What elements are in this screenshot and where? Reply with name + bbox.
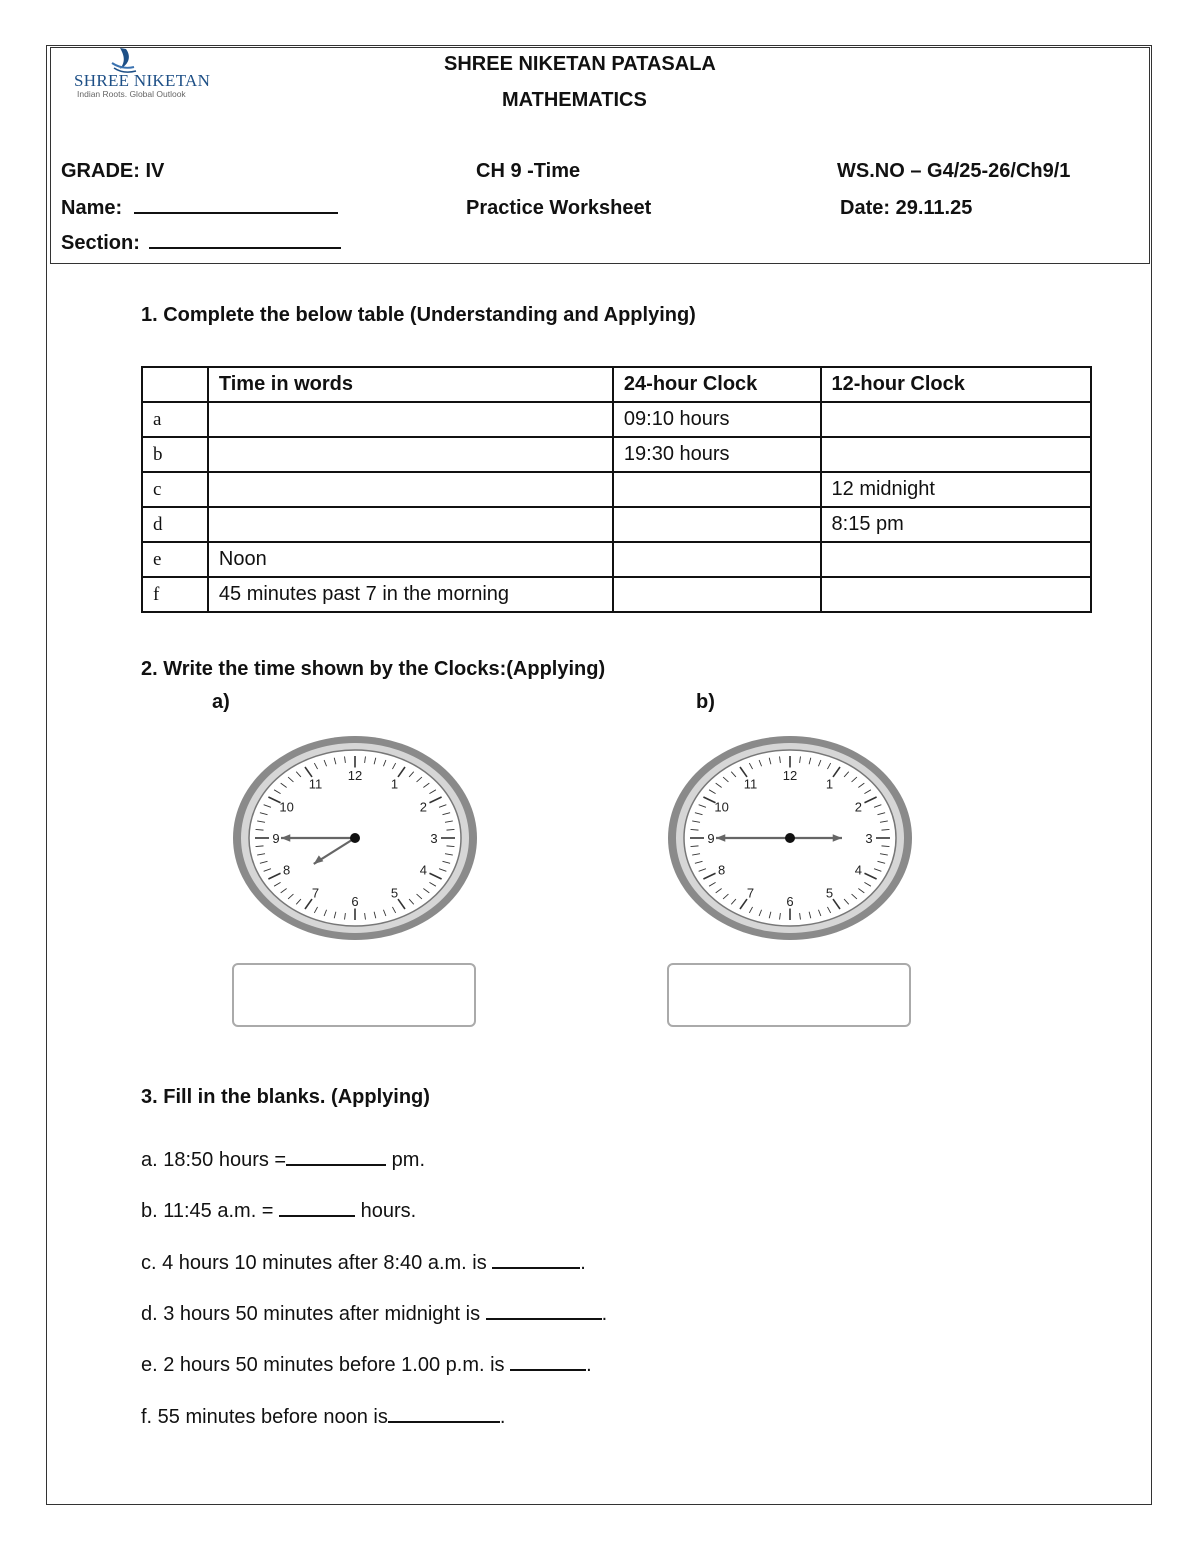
- blank-line[interactable]: [388, 1421, 500, 1423]
- clock-number: 12: [347, 768, 363, 783]
- row-label: e: [142, 542, 208, 577]
- table-cell[interactable]: [821, 542, 1091, 577]
- table-cell[interactable]: [208, 437, 613, 472]
- table-row: [142, 472, 1091, 507]
- clock-number: 1: [825, 776, 834, 792]
- section-blank[interactable]: [149, 247, 341, 249]
- name-row: [61, 197, 338, 220]
- clock-number: 2: [419, 799, 428, 815]
- table-cell[interactable]: [821, 402, 1091, 437]
- table-cell[interactable]: [613, 507, 821, 542]
- table-cell[interactable]: [821, 437, 1091, 472]
- clock-number: 3: [430, 831, 438, 846]
- row-label: c: [142, 472, 208, 507]
- section-label: Section:: [61, 232, 140, 254]
- clock-number: 12: [782, 768, 798, 783]
- logo-tagline: Indian Roots. Global Outlook: [77, 89, 186, 99]
- section-row: [61, 232, 341, 255]
- blank-text: .: [580, 1252, 586, 1274]
- clock-number: 10: [279, 799, 294, 815]
- grade: GRADE: IV: [61, 160, 165, 182]
- row-label: d: [142, 507, 208, 542]
- clock-a: [230, 733, 480, 943]
- table-header-row: [142, 367, 1091, 402]
- table-cell[interactable]: [208, 472, 613, 507]
- table-cell[interactable]: [613, 542, 821, 577]
- table-cell[interactable]: 12 midnight: [821, 472, 1091, 507]
- subject-title: MATHEMATICS: [502, 89, 647, 111]
- clock-number: 7: [311, 885, 320, 901]
- clock-number: 7: [746, 885, 755, 901]
- clock-b-label: b): [696, 691, 715, 713]
- table-cell[interactable]: 09:10 hours: [613, 402, 821, 437]
- table-cell[interactable]: [613, 577, 821, 612]
- clock-number: 10: [714, 799, 729, 815]
- blank-line[interactable]: [510, 1369, 586, 1371]
- worksheet-type: Practice Worksheet: [466, 197, 652, 219]
- clock-number: 2: [854, 799, 863, 815]
- fill-blank-d: [141, 1303, 607, 1326]
- time-table: [141, 366, 1092, 613]
- blank-text: a. 18:50 hours =: [141, 1149, 287, 1171]
- table-row: [142, 402, 1091, 437]
- blank-text: c. 4 hours 10 minutes after 8:40 a.m. is: [141, 1252, 493, 1274]
- fill-blank-e: [141, 1354, 592, 1377]
- q2-title: 2. Write the time shown by the Clocks:(Applying): [141, 658, 606, 680]
- clock-center-pin: [785, 833, 795, 843]
- table-header: 12-hour Clock: [821, 367, 1091, 402]
- q1-title: 1. Complete the below table (Understanding and Applying): [141, 304, 696, 326]
- table-row: [142, 507, 1091, 542]
- clock-number: 9: [272, 831, 280, 846]
- page-border: [46, 45, 1152, 1505]
- clock-number: 9: [707, 831, 715, 846]
- blank-text: .: [499, 1406, 506, 1428]
- table-cell[interactable]: [821, 577, 1091, 612]
- clock-number: 4: [419, 862, 428, 878]
- clock-b-answer-box[interactable]: [667, 963, 911, 1027]
- table-header: Time in words: [208, 367, 613, 402]
- blank-line[interactable]: [492, 1267, 580, 1269]
- table-row: [142, 437, 1091, 472]
- table-header: [142, 367, 208, 402]
- blank-text: e. 2 hours 50 minutes before 1.00 p.m. is: [141, 1354, 511, 1376]
- table-row: [142, 542, 1091, 577]
- clock-number: 1: [390, 776, 399, 792]
- blank-text: .: [601, 1303, 608, 1325]
- blank-text: f. 55 minutes before noon is: [141, 1406, 388, 1428]
- row-label: f: [142, 577, 208, 612]
- fill-blank-c: [141, 1252, 586, 1275]
- date: Date: 29.11.25: [840, 197, 973, 219]
- name-label: Name:: [61, 197, 123, 219]
- worksheet-number: WS.NO – G4/25-26/Ch9/1: [837, 160, 1071, 182]
- clock-b: [665, 733, 915, 943]
- clock-number: 11: [308, 776, 323, 792]
- fill-blank-b: [141, 1200, 416, 1223]
- clock-number: 6: [351, 894, 359, 909]
- clock-number: 6: [786, 894, 794, 909]
- blank-text: d. 3 hours 50 minutes after midnight is: [141, 1303, 486, 1325]
- chapter: CH 9 -Time: [476, 160, 581, 182]
- clock-number: 4: [854, 862, 863, 878]
- table-cell[interactable]: [208, 507, 613, 542]
- blank-text: b. 11:45 a.m. =: [141, 1200, 280, 1222]
- table-cell[interactable]: [613, 472, 821, 507]
- clock-number: 5: [390, 885, 399, 901]
- logo-name: SHREE NIKETAN: [74, 71, 211, 90]
- clock-number: 8: [717, 862, 726, 878]
- clock-number: 8: [282, 862, 291, 878]
- clock-number: 3: [865, 831, 873, 846]
- school-logo: [74, 45, 224, 100]
- row-label: b: [142, 437, 208, 472]
- table-cell[interactable]: Noon: [208, 542, 613, 577]
- clock-a-answer-box[interactable]: [232, 963, 476, 1027]
- clock-center-pin: [350, 833, 360, 843]
- blank-text: hours.: [355, 1200, 417, 1222]
- clock-a-label: a): [212, 691, 230, 713]
- blank-text: .: [586, 1354, 592, 1376]
- table-row: [142, 577, 1091, 612]
- table-cell[interactable]: 45 minutes past 7 in the morning: [208, 577, 613, 612]
- fill-blank-a: [141, 1149, 425, 1172]
- row-label: a: [142, 402, 208, 437]
- fill-blank-f: [141, 1406, 505, 1429]
- blank-text: pm.: [386, 1149, 426, 1171]
- school-name: SHREE NIKETAN PATASALA: [444, 53, 716, 75]
- table-header: 24-hour Clock: [613, 367, 821, 402]
- blank-line[interactable]: [286, 1164, 386, 1166]
- name-blank[interactable]: [134, 212, 338, 214]
- q3-title: 3. Fill in the blanks. (Applying): [141, 1086, 430, 1108]
- blank-line[interactable]: [486, 1318, 602, 1320]
- blank-line[interactable]: [279, 1215, 355, 1217]
- clock-number: 5: [825, 885, 834, 901]
- clock-number: 11: [743, 776, 758, 792]
- table-cell[interactable]: 19:30 hours: [613, 437, 821, 472]
- table-cell[interactable]: 8:15 pm: [821, 507, 1091, 542]
- table-cell[interactable]: [208, 402, 613, 437]
